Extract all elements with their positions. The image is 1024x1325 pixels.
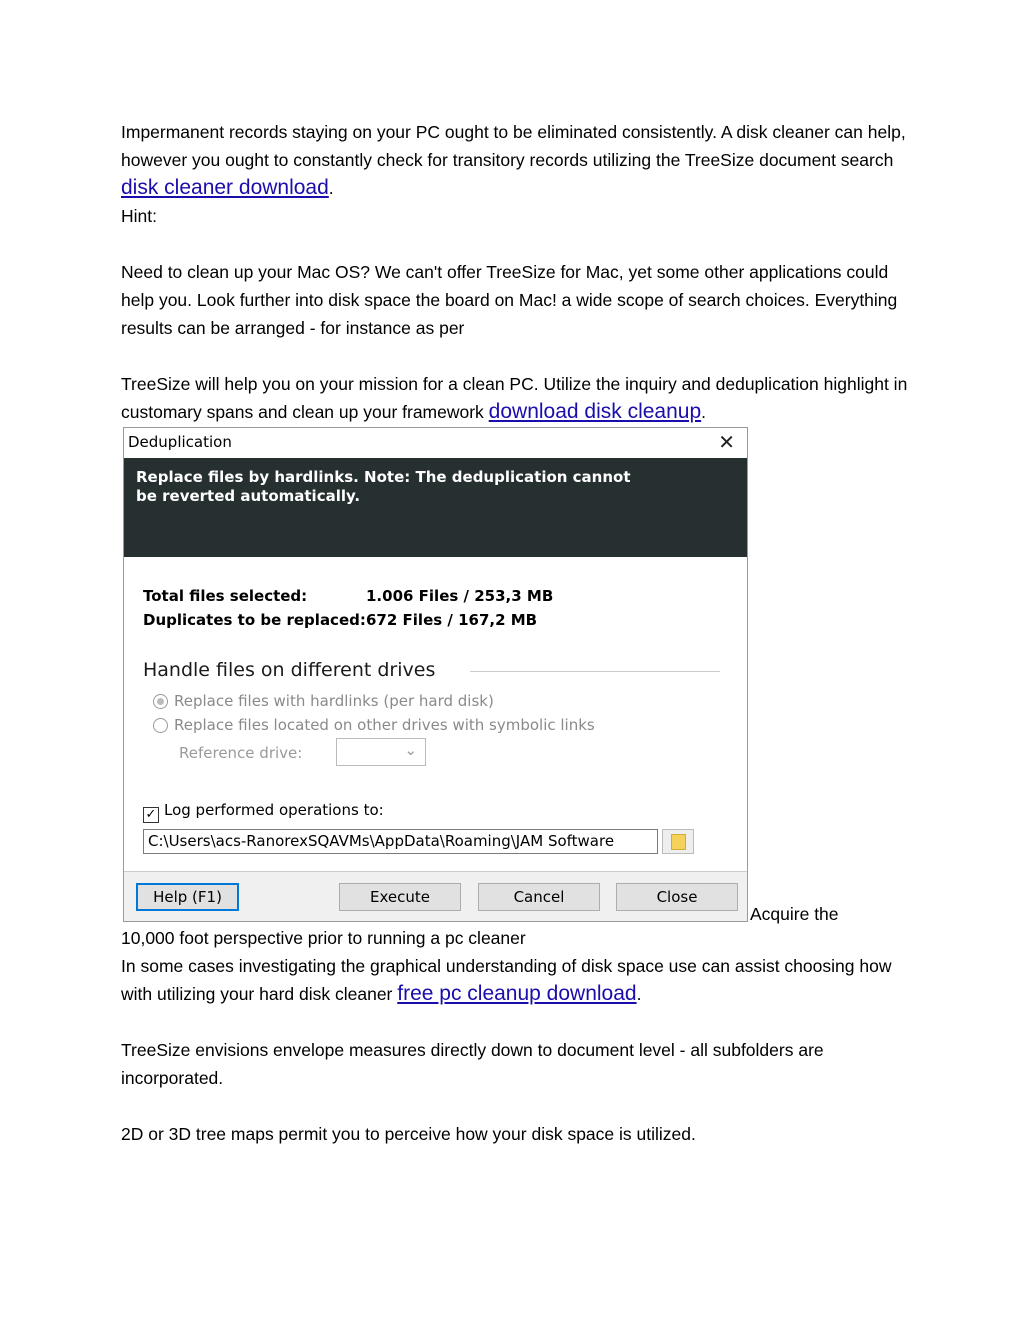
duplicates-label: Duplicates to be replaced:: [143, 611, 366, 629]
radio-hardlinks[interactable]: [153, 692, 494, 710]
paragraph-5: [121, 952, 911, 1008]
folder-icon: [671, 834, 686, 850]
reference-drive-select[interactable]: [336, 738, 426, 766]
dialog-title: Deduplication: [128, 433, 232, 451]
dialog-body: [124, 557, 747, 872]
radio-symbolic-links[interactable]: [153, 716, 595, 734]
banner-line-2: be reverted automatically.: [136, 487, 361, 505]
paragraph-1-end: .: [328, 178, 334, 198]
deduplication-dialog: [123, 427, 748, 922]
execute-button[interactable]: Execute: [339, 883, 461, 911]
paragraph-2: Need to clean up your Mac OS? We can't offer TreeSize for Mac, yet some other applications could help you. Look further into disk space the board on Mac! a wide scope of search choices. Everything results can be arranged - for instance as per: [121, 262, 898, 338]
checkbox-checked-icon[interactable]: ✓: [143, 807, 159, 823]
paragraph-6: TreeSize envisions envelope measures directly down to document level - all subfolders are incorporated.: [121, 1040, 824, 1088]
help-button[interactable]: Help (F1): [136, 883, 239, 911]
dialog-footer: [124, 872, 747, 922]
paragraph-5-end: .: [636, 984, 642, 1004]
paragraph-3-end: .: [701, 402, 707, 422]
cancel-button[interactable]: Cancel: [478, 883, 600, 911]
radio-hardlinks-label: Replace files with hardlinks (per hard disk): [174, 692, 494, 710]
download-disk-cleanup-link[interactable]: download disk cleanup: [488, 400, 702, 423]
paragraph-3-text: TreeSize will help you on your mission for a clean PC. Utilize the inquiry and deduplication highlight in customary spans and clean up your framework: [121, 374, 908, 422]
paragraph-1-text: Impermanent records staying on your PC ought to be eliminated consistently. A disk cleaner can help, however you ought to constantly check for transitory records utilizing the TreeSize document search: [121, 122, 906, 170]
disk-cleaner-download-link[interactable]: disk cleaner download: [121, 176, 329, 199]
log-label: Log performed operations to:: [164, 801, 384, 819]
radio-unselected-icon: [153, 718, 168, 733]
log-path-input[interactable]: C:\Users\acs-RanorexSQAVMs\AppData\Roaming\JAM Software: [143, 829, 658, 854]
dialog-screenshot: [121, 426, 911, 924]
group-title: Handle files on different drives: [143, 659, 436, 681]
group-divider: [470, 671, 720, 672]
reference-drive-label: Reference drive:: [179, 744, 303, 762]
radio-symbolic-label: Replace files located on other drives with symbolic links: [174, 716, 595, 734]
dialog-banner: [124, 458, 747, 557]
duplicates-value: 672 Files / 167,2 MB: [366, 611, 538, 629]
chevron-down-icon: ⌄: [404, 741, 417, 759]
total-files-row: [143, 587, 553, 605]
duplicates-row: [143, 611, 537, 629]
close-icon[interactable]: ✕: [718, 430, 735, 454]
total-files-label: Total files selected:: [143, 587, 308, 605]
close-button[interactable]: Close: [616, 883, 738, 911]
free-pc-cleanup-download-link[interactable]: free pc cleanup download: [397, 982, 637, 1005]
paragraph-5-text: In some cases investigating the graphical understanding of disk space use can assist choosing how with utilizing your hard disk cleaner: [121, 956, 892, 1004]
radio-selected-icon: [153, 694, 168, 709]
log-checkbox-row[interactable]: [143, 801, 384, 823]
paragraph-1: [121, 118, 911, 202]
dialog-titlebar: [124, 428, 747, 458]
acquire-text: Acquire the: [750, 904, 839, 924]
paragraph-7: 2D or 3D tree maps permit you to perceive how your disk space is utilized.: [121, 1124, 696, 1144]
hint-label: Hint:: [121, 206, 157, 226]
browse-folder-button[interactable]: [662, 829, 694, 854]
banner-line-1: Replace files by hardlinks. Note: The deduplication cannot: [136, 468, 631, 486]
document-body: [121, 118, 911, 1148]
paragraph-4: 10,000 foot perspective prior to running a pc cleaner: [121, 928, 526, 948]
total-files-value: 1.006 Files / 253,3 MB: [366, 587, 554, 605]
paragraph-3: [121, 370, 911, 426]
